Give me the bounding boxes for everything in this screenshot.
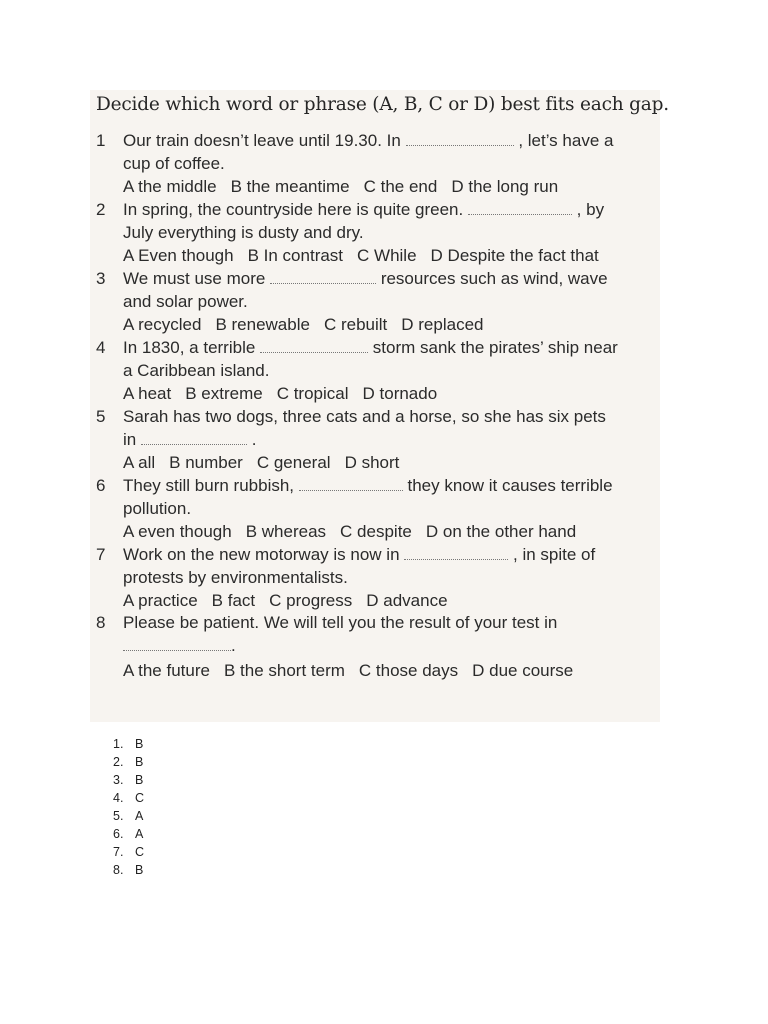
options-row: [123, 659, 653, 682]
question-number: 6: [96, 476, 106, 495]
list-item: 5. A: [113, 809, 144, 823]
option-b: B the short term: [223, 661, 345, 680]
option-c: C despite: [340, 522, 412, 541]
option-d: D replaced: [401, 315, 484, 334]
answer-gap: [270, 269, 376, 284]
option-b: B the meantime: [230, 177, 350, 196]
options-row: [123, 382, 653, 405]
answer-gap: [404, 545, 508, 560]
question-number: 1: [96, 131, 106, 150]
option-d: D due course: [472, 661, 574, 680]
list-item: 6. A: [113, 827, 144, 841]
question-number: 5: [96, 407, 106, 426]
option-a: A even though: [123, 522, 232, 541]
answer-gap: [123, 636, 231, 651]
option-d: D advance: [366, 591, 448, 610]
option-d: D Despite the fact that: [430, 246, 599, 265]
option-b: B renewable: [215, 315, 310, 334]
question-number: 4: [96, 338, 106, 357]
answer-key-list: [113, 735, 144, 879]
answer-gap: [406, 131, 514, 146]
option-a: A recycled: [123, 315, 202, 334]
list-item: 2. B: [113, 755, 144, 769]
option-b: B extreme: [185, 384, 263, 403]
option-a: A practice: [123, 591, 198, 610]
options-row: [123, 451, 653, 474]
list-item: 3. B: [113, 773, 144, 787]
list-item: 8. B: [113, 863, 144, 877]
option-a: A Even though: [123, 246, 234, 265]
option-c: C progress: [269, 591, 353, 610]
options-row: [123, 313, 653, 336]
list-item: 7. C: [113, 845, 145, 859]
option-a: A heat: [123, 384, 172, 403]
option-c: C the end: [363, 177, 438, 196]
options-row: [123, 589, 653, 612]
option-d: D short: [344, 453, 400, 472]
list-item: 1. B: [113, 737, 144, 751]
question-number: 7: [96, 545, 106, 564]
option-d: D tornado: [362, 384, 438, 403]
option-b: B number: [169, 453, 243, 472]
option-b: B In contrast: [247, 246, 344, 265]
option-c: C While: [357, 246, 417, 265]
options-row: [123, 175, 653, 198]
option-c: C tropical: [276, 384, 349, 403]
question-number: 3: [96, 269, 106, 288]
answer-gap: [468, 200, 572, 215]
answer-gap: [141, 430, 247, 445]
options-row: [123, 244, 653, 267]
question-number: 2: [96, 200, 106, 219]
option-c: C those days: [358, 661, 459, 680]
answer-gap: [260, 338, 368, 353]
option-a: A the middle: [123, 177, 217, 196]
option-d: D the long run: [451, 177, 559, 196]
option-b: B whereas: [245, 522, 327, 541]
option-c: C rebuilt: [323, 315, 388, 334]
answer-gap: [299, 476, 403, 491]
question-number: 8: [96, 613, 106, 632]
instruction-heading: Decide which word or phrase (A, B, C or D) best fits each gap.: [96, 94, 669, 115]
option-a: A the future: [123, 661, 210, 680]
list-item: 4. C: [113, 791, 145, 805]
options-row: [123, 520, 653, 543]
option-a: A all: [123, 453, 156, 472]
option-c: C general: [256, 453, 331, 472]
option-d: D on the other hand: [425, 522, 577, 541]
option-b: B fact: [211, 591, 256, 610]
